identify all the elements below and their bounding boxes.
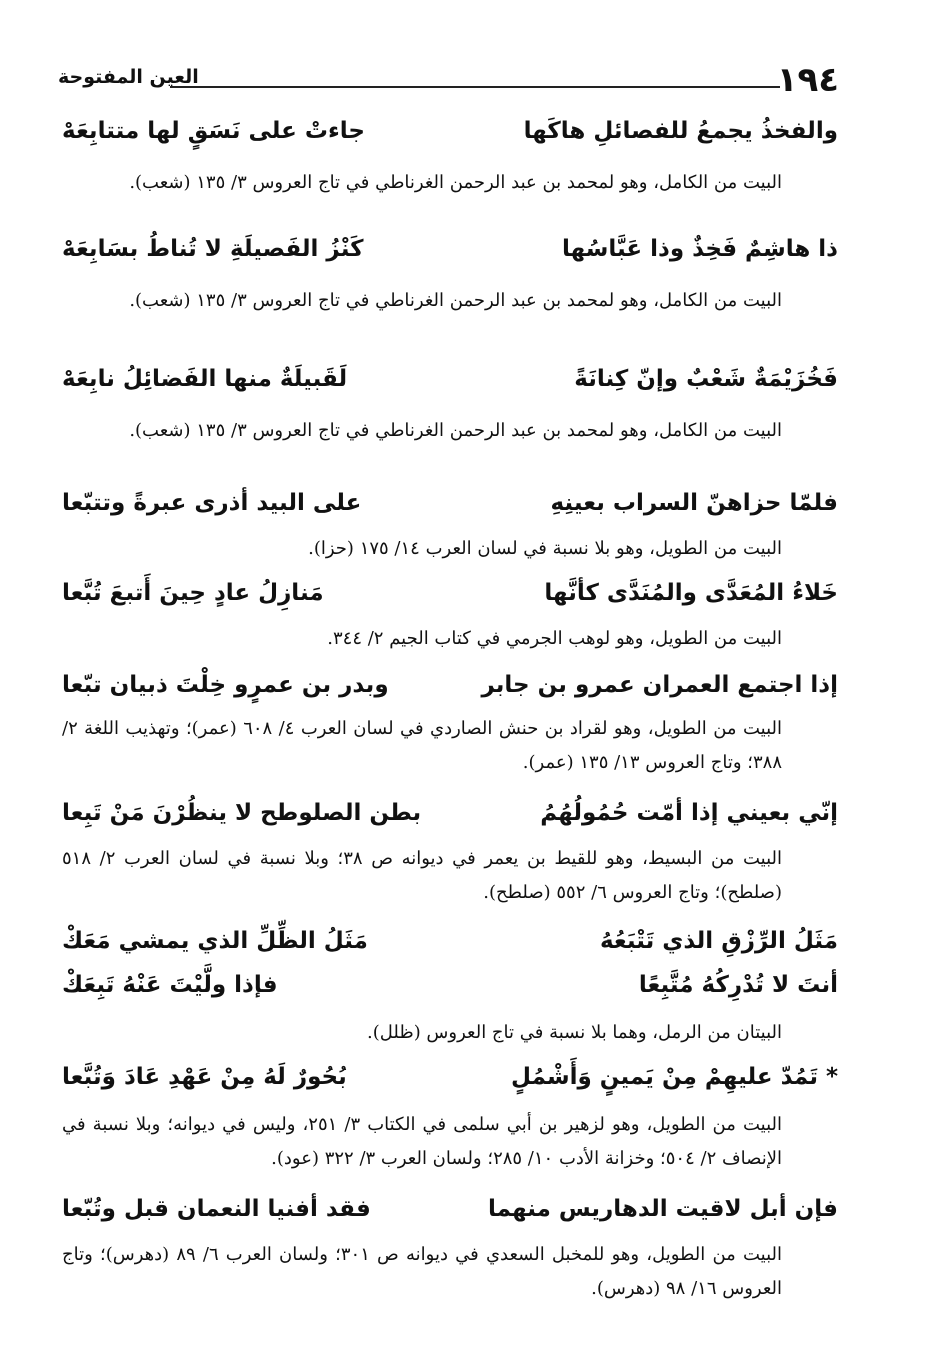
verse-first-hemistich: والفخذُ يجمعُ للفصائلِ هاكَها bbox=[523, 118, 838, 144]
verse-first-hemistich: إنّي بعيني إذا أمّت حُمُولُهُمُ bbox=[540, 800, 838, 826]
asterisk-marker: * bbox=[817, 1064, 838, 1090]
verse-first-hemistich bbox=[511, 1064, 838, 1090]
verse-first-hemistich: ذا هاشِمٌ فَخِذٌ وذا عَبَّاسُها bbox=[561, 236, 838, 262]
verse-first-hemistich-text: تَمُدّ عليهِمْ مِنْ يَمينٍ وَأَشْمُلٍ bbox=[511, 1064, 818, 1090]
verse-second-hemistich: بطن الصلوطح لا ينظُرْنَ مَنْ تَبِعا bbox=[62, 800, 422, 826]
header-rule bbox=[170, 86, 780, 88]
verse-note: البيت من البسيط، وهو للقيط بن يعمر في ديوانه ص ٣٨؛ وبلا نسبة في لسان العرب ٢/ ٥١٨ (صلطح)؛ وتاج العروس ٦/ ٥٥٢ (صلطح). bbox=[62, 848, 782, 903]
verse-note: البيتان من الرمل، وهما بلا نسبة في تاج العروس (ظلل). bbox=[367, 1022, 782, 1043]
verse-second-hemistich: كَنْزُ الفَصيلَةِ لا تُناطُ بسَابِعَهْ bbox=[62, 236, 364, 262]
verse-second-hemistich: على البيد أذرى عبرةً وتتبّعا bbox=[62, 490, 362, 516]
verse-note: البيت من الكامل، وهو لمحمد بن عبد الرحمن الغرناطي في تاج العروس ٣/ ١٣٥ (شعب). bbox=[129, 172, 782, 193]
verse-second-hemistich: وبدر بن عمرٍو خِلْتَ ذبيان تبّعا bbox=[62, 672, 389, 698]
verse-first-hemistich: إذا اجتمع العمران عمرو بن جابر bbox=[481, 672, 838, 698]
verse-first-hemistich: خَلاءُ المُعَدَّى والمُنَدَّى كأنَّها bbox=[544, 580, 838, 606]
verse-first-hemistich: أنتَ لا تُدْرِكُهُ مُتَّبِعًا bbox=[638, 972, 838, 998]
verse-first-hemistich: فإن أبل لاقيت الدهاريس منهما bbox=[488, 1196, 838, 1222]
verse-first-hemistich: مَثَلُ الرِّزْقِ الذي تَتْبَعُهُ bbox=[599, 928, 838, 954]
verse-second-hemistich: لَقَبيلَةٌ منها الفَضائِلُ نابِعَهْ bbox=[62, 366, 348, 392]
verse-first-hemistich: فَخُزَيْمَةٌ شَعْبٌ وإنّ كِنانَةً bbox=[574, 366, 838, 392]
section-title: العين المفتوحة bbox=[58, 66, 199, 88]
verse-second-hemistich: بُحُورٌ لَهُ مِنْ عَهْدِ عَادَ وَتُبَّعا bbox=[62, 1064, 347, 1090]
verse-note: البيت من الكامل، وهو لمحمد بن عبد الرحمن الغرناطي في تاج العروس ٣/ ١٣٥ (شعب). bbox=[129, 420, 782, 441]
verse-second-hemistich: مَثَلُ الظِّلِّ الذي يمشي مَعَكْ bbox=[62, 928, 368, 954]
verse-first-hemistich: فلمّا حزاهنّ السراب بعينِهِ bbox=[550, 490, 838, 516]
verse-second-hemistich: مَنازِلُ عادٍ حِينَ أَتبعَ تُبَّعا bbox=[62, 580, 324, 606]
verse-second-hemistich: فإذا ولَّيْتَ عَنْهُ تَبِعَكْ bbox=[62, 972, 278, 998]
verse-note: البيت من الطويل، وهو لوهب الجرمي في كتاب الجيم ٢/ ٣٤٤. bbox=[327, 628, 782, 649]
verse-note: البيت من الطويل، وهو لقراد بن حنش الصاردي في لسان العرب ٤/ ٦٠٨ (عمر)؛ وتهذيب اللغة ٢/ ٣٨٨؛ وتاج العروس ١٣/ ١٣٥ (عمر). bbox=[62, 718, 782, 773]
verse-note: البيت من الطويل، وهو بلا نسبة في لسان العرب ١٤/ ١٧٥ (حزا). bbox=[308, 538, 782, 559]
verse-note: البيت من الطويل، وهو لزهير بن أبي سلمى في الكتاب ٣/ ٢٥١، وليس في ديوانه؛ وبلا نسبة في الإنصاف ٢/ ٥٠٤؛ وخزانة الأدب ١٠/ ٢٨٥؛ ولسان العرب ٣/ ٣٢٢ (عود). bbox=[62, 1114, 782, 1169]
verse-note: البيت من الكامل، وهو لمحمد بن عبد الرحمن الغرناطي في تاج العروس ٣/ ١٣٥ (شعب). bbox=[129, 290, 782, 311]
verse-note: البيت من الطويل، وهو للمخبل السعدي في ديوانه ص ٣٠١؛ ولسان العرب ٦/ ٨٩ (دهرس)؛ وتاج العروس ١٦/ ٩٨ (دهرس). bbox=[62, 1244, 782, 1299]
page-number: ١٩٤ bbox=[776, 60, 839, 100]
verse-second-hemistich: جاءتْ على نَسَقٍ لها متتابِعَهْ bbox=[62, 118, 365, 144]
verse-second-hemistich: فقد أفنيا النعمان قبل وتُبّعا bbox=[62, 1196, 371, 1222]
